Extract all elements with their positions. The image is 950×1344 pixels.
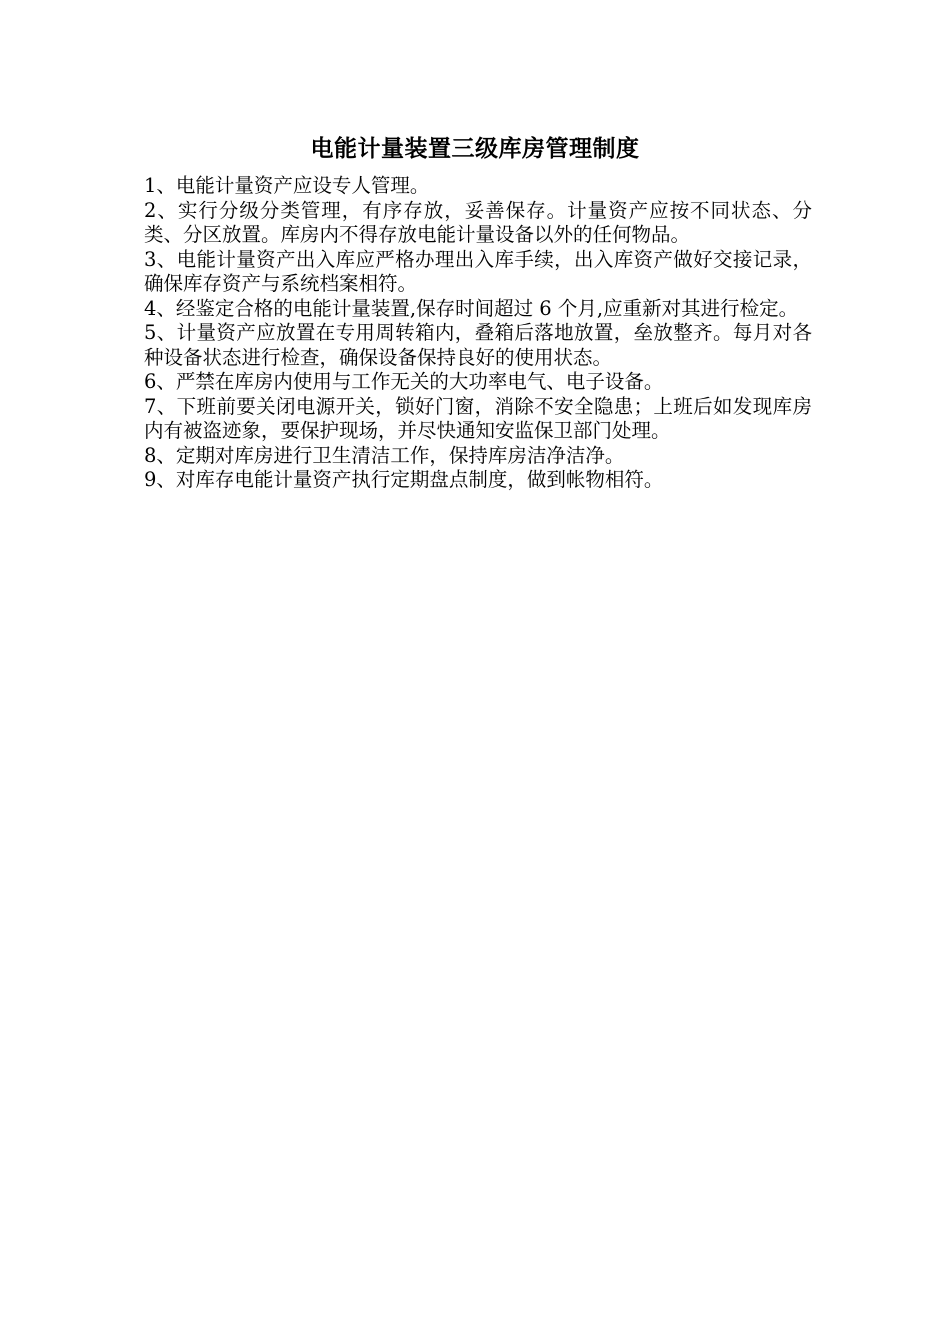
paragraph-5: 5、计量资产应放置在专用周转箱内，叠箱后落地放置，垒放整齐。每月对各种设备状态进行检查，确保设备保持良好的使用状态。 [144, 321, 812, 369]
paragraph-7: 7、下班前要关闭电源开关，锁好门窗，消除不安全隐患；上班后如发现库房内有被盗迹象，要保护现场，并尽快通知安监保卫部门处理。 [144, 394, 812, 442]
paragraph-3: 3、电能计量资产出入库应严格办理出入库手续，出入库资产做好交接记录，确保库存资产与系统档案相符。 [144, 247, 812, 295]
document-title: 电能计量装置三级库房管理制度 [310, 136, 640, 162]
document-body [144, 174, 812, 493]
paragraph-1: 1、电能计量资产应设专人管理。 [144, 174, 430, 197]
paragraph-6: 6、严禁在库房内使用与工作无关的大功率电气、电子设备。 [144, 370, 664, 393]
paragraph-4: 4、经鉴定合格的电能计量装置,保存时间超过 6 个月,应重新对其进行检定。 [144, 296, 799, 320]
paragraph-8: 8、定期对库房进行卫生清洁工作，保持库房洁净洁净。 [144, 443, 625, 467]
paragraph-9: 9、对库存电能计量资产执行定期盘点制度，做到帐物相符。 [144, 468, 664, 491]
paragraph-2: 2、实行分级分类管理，有序存放，妥善保存。计量资产应按不同状态、分类、分区放置。库房内不得存放电能计量设备以外的任何物品。 [144, 198, 812, 246]
